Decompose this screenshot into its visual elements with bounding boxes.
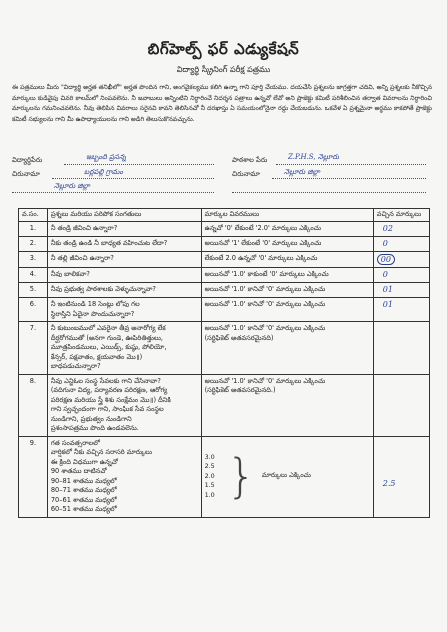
row-marks-cell[interactable]: [373, 222, 429, 237]
address-line-1: [52, 178, 214, 179]
rule-line: అయినచో '1.0' కానిచో '0' మార్కులు ఎక్కించు: [204, 324, 326, 332]
rule-line: అయినచో '1.0' కానిచో '0' మార్కులు ఎక్కించు: [204, 376, 326, 385]
row-question: [47, 436, 201, 517]
row-rule: అయినచో '1.0' కాకుంటే '0' మార్కులు ఎక్కించు: [201, 268, 373, 283]
score-value: 1.0: [204, 490, 215, 499]
row-rule: ఉన్నచో '0' లేకుంటే '2.0' మార్కులు ఎక్కించు: [201, 222, 373, 237]
question-line: 80–71 శాతము మధ్యలో: [50, 486, 117, 494]
marks-value: [377, 377, 383, 386]
row-number: 2.: [19, 237, 48, 252]
question-line: 70–61 శాతము మధ్యలో: [50, 495, 117, 504]
row-rule: అయినచో '1' లేకుంటే '0' మార్కులు ఎక్కించు: [201, 237, 373, 252]
school-address-line-2: [232, 192, 426, 193]
question-line: కేన్సర్, పక్షవాతం, క్షయవాతం మొ॥): [50, 352, 143, 361]
header-question: ప్రశ్నలు మరియు పరిపోక సంగతులు: [47, 209, 201, 222]
school-address-value[interactable]: నెల్లూరు జిల్లా: [284, 168, 320, 176]
row-rule: [201, 322, 373, 375]
table-row: [19, 237, 430, 252]
question-line: 90–81 శాతము మధ్యలో: [50, 476, 117, 485]
school-name-label: పాఠశాల పేరు: [232, 156, 268, 164]
row-rule: అయినచో '1.0' కానిచో '0' మార్కులు ఎక్కించు: [201, 298, 373, 322]
school-address-label: చిరునామా: [232, 170, 260, 178]
row-rule: లేకుంటే 2.0 ఉన్నచో '0' మార్కులు ఎక్కించు: [201, 252, 373, 268]
table-row: [19, 322, 430, 375]
row-number: 1.: [19, 222, 48, 237]
question-line: గత సంవత్సరాలలో: [50, 438, 100, 447]
school-name-value[interactable]: Z.P.H.S, నెల్లూరు: [288, 153, 339, 161]
row-marks-cell[interactable]: [373, 283, 429, 298]
row-number: 4.: [19, 268, 48, 283]
address-value-1[interactable]: బర్లపల్లి గ్రామం: [84, 168, 123, 176]
marks-value: 0: [382, 270, 388, 279]
row-question: [47, 298, 201, 322]
table-row: [19, 252, 430, 268]
score-value: 3.0: [204, 452, 215, 461]
marks-value: 02: [382, 224, 393, 233]
school-address-line: [272, 178, 426, 179]
student-name-line: [64, 164, 214, 165]
row-question: [47, 322, 201, 375]
table-row: [19, 283, 430, 298]
rule-line: (సర్టిఫికెట్ అతవసరమైనది.): [204, 386, 276, 394]
address-line-2: [12, 192, 214, 193]
question-line: నీవు ఎన్జిఓల సంస్థ సేవలకు గాని చేసినావా?: [50, 376, 161, 385]
row-question: నీ తల్లి జీవించి ఉన్నారా?: [47, 252, 201, 268]
question-line: బాధపడుచున్నారా?: [50, 362, 101, 370]
student-name-label: విద్యార్థిపేరు: [12, 156, 43, 164]
question-line: ప్రశంసాపత్రము పొంది ఉండవలెను.: [50, 424, 139, 432]
row-rule-text: మార్కులు ఎక్కించు: [261, 471, 311, 480]
question-line: గాని స్వచ్ఛందంగా గాని, సాంఘిక సేవ సంస్థల: [50, 405, 164, 413]
screening-table: [18, 208, 430, 518]
header-serial: వ.సం.: [19, 209, 48, 222]
header-marks: వచ్చిన మార్కులు: [373, 209, 429, 222]
row-question: నీవు బాలికవా?: [47, 268, 201, 283]
brace-symbol: }: [226, 449, 256, 504]
row-marks-cell[interactable]: [373, 436, 429, 517]
table-row: [19, 436, 430, 517]
score-value: 2.0: [204, 471, 215, 480]
student-name-value[interactable]: ఇబ్బంది ప్రసన్న: [86, 153, 127, 161]
row-number: 6.: [19, 298, 48, 322]
score-value: 1.5: [204, 481, 215, 489]
table-row: [19, 268, 430, 283]
question-line: 60–51 శాతము మధ్యలో: [50, 505, 117, 513]
address-label: చిరునామా: [12, 170, 40, 178]
marks-value: 00: [377, 254, 395, 265]
question-line: మూత్రపిండములు, ఎయిడ్స్, కుష్ఠు, పోలియో,: [50, 343, 167, 351]
marks-value: 01: [382, 300, 393, 309]
row-rule: అయినచో '1.0' కానిచో '0' మార్కులు ఎక్కించు: [201, 283, 373, 298]
school-name-line: [276, 164, 426, 165]
marks-value: 01: [382, 285, 393, 294]
row-number: 3.: [19, 252, 48, 268]
marks-value: 2.5: [382, 478, 396, 488]
question-line: నీ ఇంటినుండి 18 సెంట్లు లోపు గల: [50, 300, 140, 308]
question-line: దీర్ఘరోగముతో (అనగా గుండె, ఊపిరితిత్తులు,: [50, 333, 163, 342]
question-line: నుండిగాని, ప్రభుత్వం నుండిగాని: [50, 414, 132, 423]
instructions-paragraph: ఈ పత్రములు మీరు "విద్యార్థి అర్హత తనిఖీలో" అర్హత పొందిన గాని, అంగవైకల్యము కలిగి ఉన్నా గాని పూర్తి చేయము. దయచేసి ప్రశ్నలను జాగ్రత్తగా చదివి, అన్ని ప్రశ్నలకు నీకొచ్చిన మార్కులు కుడివైపు చివరి కాలమ్‌లో నింపవలెను. నీ జవాబులు అన్నింటిని నిర్ధారించే నిదర్శన పత్రాలు ఉన్నవో లేవో అని ప్రాజెక్టు కమిటీ పరిశీలించిన తర్వాత వివరాలను నిర్ధారించి మార్కులను గమనించవలెను. నీవు తెలిపిన వివరాలు సరైనవి కావని తెలిసినచో నీ దరఖాస్తు ఏ సమయంలోనైనా రద్దు చేయబడును. ఒకవేళ ఏ ప్రశ్నమైనా అర్థము కాకపోతే ప్రాజెక్టు కమిటీ సభ్యులను గాని మీ ఉపాధ్యాయులను గాని అడిగి తెలుసుకొనవచ్చును.: [12, 84, 432, 123]
table-row: [19, 298, 430, 322]
row-question: నీవు ప్రభుత్వ పాఠశాలకు వెళ్ళుచున్నావా?: [47, 283, 201, 298]
question-line: నీ కుటుంబములో ఎవరైనా తీవ్ర అనారోగ్య లేక: [50, 324, 166, 332]
question-line: పరిరక్షణ మరియు స్త్రీ శిశు సంక్షేమం మొ॥) దీనికి: [50, 395, 171, 404]
row-number: 7.: [19, 322, 48, 375]
header-rule: మార్కుల వివరములు: [201, 209, 373, 222]
row-marks-cell[interactable]: [373, 252, 429, 268]
row-question: నీ తండ్రి జీవించి ఉన్నారా?: [47, 222, 201, 237]
row-question: [47, 374, 201, 436]
row-marks-cell[interactable]: [373, 374, 429, 436]
rule-line: (సర్టిఫికెట్ అతవసరమైనది): [204, 333, 274, 342]
table-row: [19, 222, 430, 237]
address-value-2[interactable]: నెల్లూరు జిల్లా: [54, 182, 90, 190]
row-number: 5.: [19, 283, 48, 298]
marks-value: [377, 324, 383, 333]
row-rule: [201, 436, 373, 517]
marks-value: 0: [382, 239, 388, 248]
score-value: 2.5: [204, 462, 215, 470]
row-marks-cell[interactable]: [373, 268, 429, 283]
question-line: 90 శాతము దాటినచో: [50, 467, 107, 475]
question-line: స్థిరాస్తిని ఏదైనా పొందుచున్నారా?: [50, 309, 135, 318]
form-title: బిగ్‌హెల్ప్ ఫర్ ఎడ్యుకేషన్: [147, 40, 300, 58]
row-question: నీకు తండ్రి ఉండి నీ బాధ్యత వహించుట లేదా?: [47, 237, 201, 252]
question-line: (వదిగునా విద్య, పర్యావరణ పరిరక్షణ, ఆరోగ్య: [50, 386, 168, 394]
question-line: ఈ క్రింది విధముగా ఉన్నచో: [50, 457, 118, 466]
row-rule: [201, 374, 373, 436]
row-marks-cell[interactable]: [373, 298, 429, 322]
row-marks-cell[interactable]: [373, 322, 429, 375]
row-number: 9.: [19, 436, 48, 517]
row-marks-cell[interactable]: [373, 237, 429, 252]
table-header-row: [19, 209, 430, 222]
score-scale: [205, 453, 227, 501]
row-number: 8.: [19, 374, 48, 436]
table-row: [19, 374, 430, 436]
question-line: వార్షికలో నీకు వచ్చిన సరాసరి మార్కులు: [50, 448, 152, 456]
form-subtitle: విద్యార్థి స్క్రీనింగ్ పరీక్ష పత్రము: [176, 65, 271, 74]
